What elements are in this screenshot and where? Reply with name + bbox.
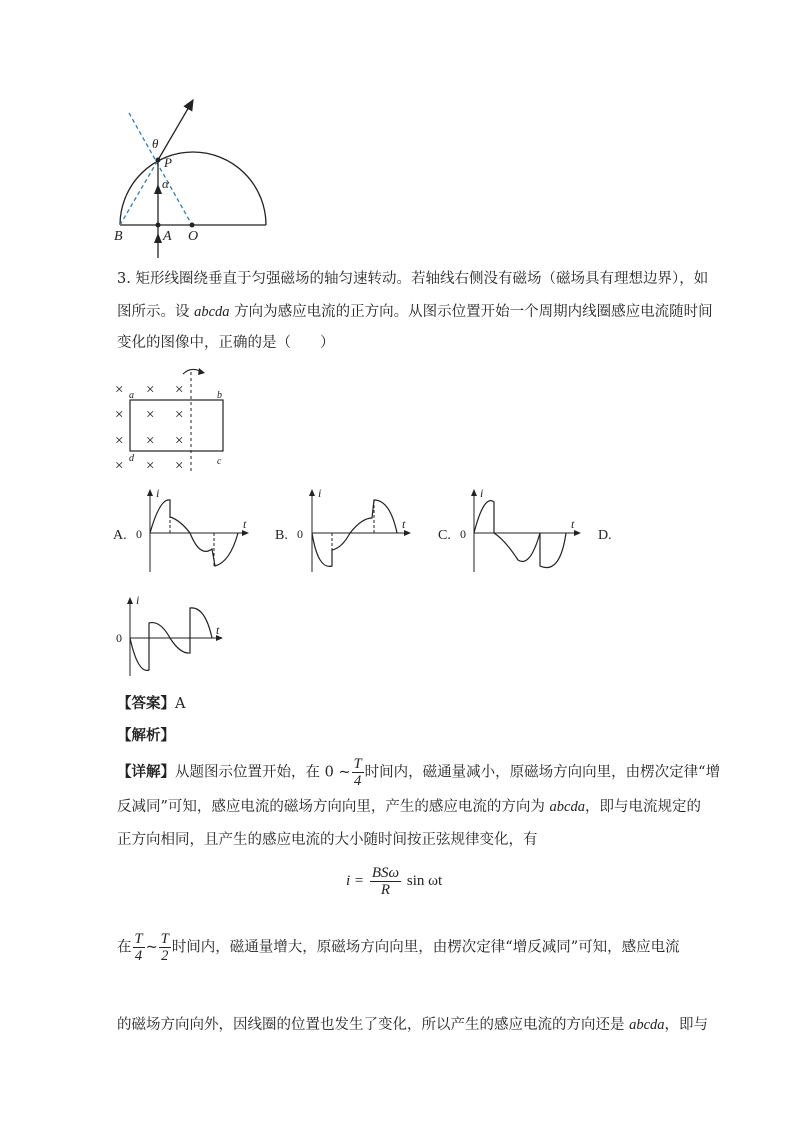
corner-d: d	[129, 453, 134, 464]
current-formula: i = $\frac{\text{BSω}}{R}$ sin ωt	[346, 865, 443, 898]
question-line-1	[117, 269, 708, 289]
normal-dashed-line	[129, 113, 192, 225]
svg-text:0: 0	[116, 631, 122, 645]
option-graphs	[0, 480, 794, 690]
point-A	[156, 223, 161, 228]
option-D-curve	[130, 608, 212, 671]
label-P: P	[164, 155, 172, 170]
detail-line-5: 的磁场方向向外，因线圈的位置也发生了变化，所以产生的感应电流的方向还是 abcda，即与	[117, 1017, 709, 1033]
svg-text:i: i	[156, 486, 160, 500]
option-C-curve	[474, 501, 566, 568]
svg-text:t: t	[402, 517, 406, 531]
detail-line-1: 【详解】从题图示位置开始，在 0 ~ $\frac{T}{4}$ 时间内，磁通量减小，原磁场方向向里，由楞次定律“增	[117, 756, 721, 789]
reflected-dashed-line	[120, 160, 158, 225]
svg-text:0: 0	[297, 527, 303, 541]
label-alpha: α	[162, 176, 169, 191]
option-D-graph	[116, 593, 222, 676]
svg-text:0: 0	[136, 527, 142, 541]
analysis-line	[117, 726, 175, 746]
option-D-label: D.	[598, 528, 612, 543]
field-cross: ×	[146, 458, 155, 474]
semicircle-figure	[0, 0, 794, 260]
field-cross: ×	[115, 382, 124, 398]
option-C-label: C.	[438, 528, 451, 543]
label-theta: θ	[152, 136, 159, 151]
svg-text:i: i	[480, 486, 484, 500]
question-line-2: 图所示。设 abcda 方向为感应电流的正方向。从图示位置开始一个周期内线圈感应电流随时间	[117, 304, 713, 320]
field-cross: ×	[146, 407, 155, 423]
coil-figure	[0, 360, 260, 480]
corner-a: a	[129, 390, 134, 401]
answer-line	[117, 694, 185, 714]
svg-text:t: t	[571, 517, 575, 531]
detail-line-3: 正方向相同，且产生的感应电流的大小随时间按正弦规律变化，有	[117, 832, 538, 848]
svg-text:i: i	[136, 593, 140, 607]
svg-text:i: i	[318, 486, 322, 500]
label-B: B	[114, 229, 123, 244]
answer-label: 【答案】	[117, 695, 175, 712]
corner-b: b	[217, 390, 222, 401]
abcda-italic: abcda	[194, 304, 230, 320]
option-B-label: B.	[275, 528, 288, 543]
option-B-graph	[275, 486, 410, 572]
option-A-label: A.	[113, 528, 127, 543]
analysis-label: 【解析】	[117, 727, 175, 744]
label-O: O	[188, 229, 199, 244]
field-cross: ×	[175, 433, 184, 449]
question-line-3: 变化的图像中，正确的是（ ）	[117, 335, 335, 351]
label-A: A	[163, 229, 172, 244]
point-P	[156, 158, 161, 163]
field-cross: ×	[146, 433, 155, 449]
answer-value: A	[175, 696, 186, 712]
refracted-ray	[158, 100, 193, 160]
field-cross: ×	[115, 407, 124, 423]
question-text-1: 矩形线圈绕垂直于匀强磁场的轴匀速转动。若轴线右侧没有磁场（磁场具有理想边界），如	[135, 271, 709, 287]
field-cross: ×	[175, 382, 184, 398]
detail-line-4: 在 $\frac{T}{4}$ ~ $\frac{T}{2}$ 时间内，磁通量增大，原磁场方向向里，由楞次定律“增反减同”可知，感应电流	[117, 931, 680, 964]
ray-arrow-up	[154, 233, 162, 243]
svg-text:0: 0	[460, 527, 466, 541]
field-cross: ×	[115, 458, 124, 474]
corner-c: c	[217, 456, 222, 467]
option-A-graph	[113, 486, 248, 572]
field-cross: ×	[115, 433, 124, 449]
field-cross: ×	[175, 407, 184, 423]
ray-arrow-mid	[154, 184, 162, 194]
detail-line-2: 反减同”可知，感应电流的磁场方向向里，产生的感应电流的方向为 abcda，即与电流规定的	[117, 799, 701, 815]
field-cross: ×	[175, 458, 184, 474]
detail-label: 【详解】	[117, 763, 175, 781]
svg-text:t: t	[216, 623, 220, 637]
field-cross: ×	[146, 382, 155, 398]
fraction-T-over-4: $\frac{T}{4}$	[353, 756, 362, 789]
svg-text:t: t	[243, 517, 247, 531]
question-number: 3.	[117, 271, 131, 287]
option-C-graph	[438, 486, 580, 572]
point-O	[190, 223, 195, 228]
